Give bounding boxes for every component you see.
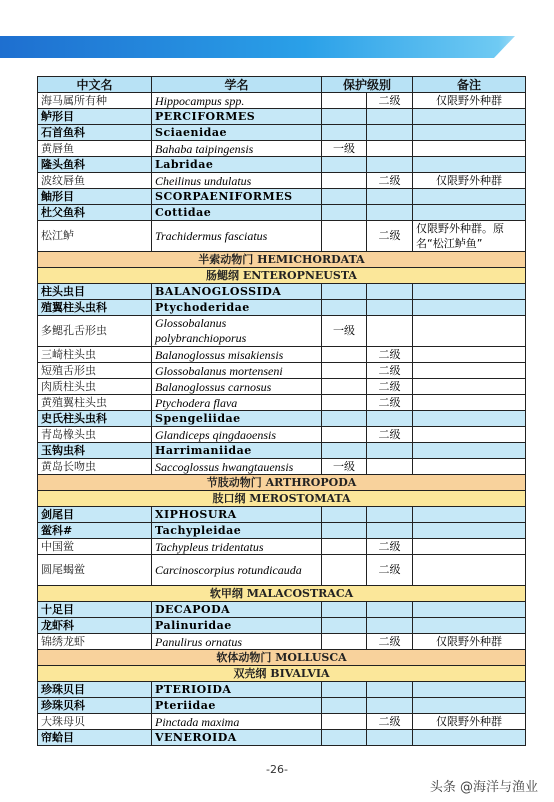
scientific-name-cell: Balanoglossus carnosus: [152, 379, 322, 395]
level-two-cell: [367, 141, 413, 157]
chinese-name-cell: 珍珠贝科: [38, 698, 152, 714]
level-two-cell: 二级: [367, 173, 413, 189]
scientific-name-cell: Saccoglossus hwangtauensis: [152, 459, 322, 475]
note-cell: 仅限野外种群: [413, 173, 526, 189]
level-two-cell: 二级: [367, 714, 413, 730]
class-heading-row: [38, 586, 526, 602]
scientific-name-cell: Glossobalanus polybranchioporus: [152, 316, 322, 347]
chinese-name-cell: 多鳃孔舌形虫: [38, 316, 152, 347]
phylum-heading-row: [38, 475, 526, 491]
scientific-name-cell: PERCIFORMES: [152, 109, 322, 125]
class-heading: 肢口纲 MEROSTOMATA: [38, 491, 526, 507]
scientific-name-cell: Balanoglossus misakiensis: [152, 347, 322, 363]
level-one-cell: [322, 205, 367, 221]
note-cell: [413, 618, 526, 634]
phylum-heading-row: [38, 650, 526, 666]
scientific-name-cell: Palinuridae: [152, 618, 322, 634]
species-row: [38, 459, 526, 475]
level-two-cell: 二级: [367, 93, 413, 109]
level-one-cell: [322, 730, 367, 746]
chinese-name-cell: 黄岛长吻虫: [38, 459, 152, 475]
level-one-cell: [322, 125, 367, 141]
species-row: [38, 173, 526, 189]
chinese-name-cell: 中国鲎: [38, 539, 152, 555]
scientific-name-cell: PTERIOIDA: [152, 682, 322, 698]
class-heading-row: [38, 268, 526, 284]
chinese-name-cell: 黄殖翼柱头虫: [38, 395, 152, 411]
family-row: [38, 443, 526, 459]
chinese-name-cell: 大珠母贝: [38, 714, 152, 730]
scientific-name-cell: Pteriidae: [152, 698, 322, 714]
chinese-name-cell: 海马属所有种: [38, 93, 152, 109]
header-protection-level: 保护级别: [322, 77, 413, 93]
level-one-cell: [322, 443, 367, 459]
phylum-heading: 节肢动物门 ARTHROPODA: [38, 475, 526, 491]
chinese-name-cell: 鲉形目: [38, 189, 152, 205]
order-row: [38, 189, 526, 205]
level-one-cell: [322, 714, 367, 730]
note-cell: 仅限野外种群: [413, 634, 526, 650]
note-cell: [413, 189, 526, 205]
chinese-name-cell: 圆尾蝎鲎: [38, 555, 152, 586]
chinese-name-cell: 波纹唇鱼: [38, 173, 152, 189]
level-one-cell: [322, 363, 367, 379]
scientific-name-cell: XIPHOSURA: [152, 507, 322, 523]
species-row: [38, 379, 526, 395]
banner-stripe: [0, 36, 554, 58]
species-row: [38, 634, 526, 650]
scientific-name-cell: Tachypleus tridentatus: [152, 539, 322, 555]
order-row: [38, 507, 526, 523]
level-two-cell: [367, 316, 413, 347]
note-cell: 仅限野外种群: [413, 714, 526, 730]
level-one-cell: [322, 682, 367, 698]
note-cell: [413, 539, 526, 555]
level-two-cell: [367, 125, 413, 141]
chinese-name-cell: 隆头鱼科: [38, 157, 152, 173]
chinese-name-cell: 柱头虫目: [38, 284, 152, 300]
level-two-cell: [367, 284, 413, 300]
scientific-name-cell: SCORPAENIFORMES: [152, 189, 322, 205]
level-one-cell: [322, 109, 367, 125]
level-one-cell: [322, 189, 367, 205]
note-cell: [413, 316, 526, 347]
scientific-name-cell: Sciaenidae: [152, 125, 322, 141]
scientific-name-cell: Ptychodera flava: [152, 395, 322, 411]
level-two-cell: [367, 109, 413, 125]
family-row: [38, 300, 526, 316]
note-cell: [413, 109, 526, 125]
level-one-cell: [322, 157, 367, 173]
chinese-name-cell: 短殖舌形虫: [38, 363, 152, 379]
level-one-cell: 一级: [322, 316, 367, 347]
level-one-cell: [322, 634, 367, 650]
note-cell: [413, 730, 526, 746]
note-cell: [413, 363, 526, 379]
family-row: [38, 523, 526, 539]
phylum-heading-row: [38, 252, 526, 268]
species-row: [38, 141, 526, 157]
species-row: [38, 363, 526, 379]
note-cell: [413, 347, 526, 363]
scientific-name-cell: Glossobalanus mortenseni: [152, 363, 322, 379]
header-banner: [0, 36, 554, 58]
level-two-cell: [367, 443, 413, 459]
level-one-cell: [322, 300, 367, 316]
note-cell: [413, 443, 526, 459]
level-two-cell: [367, 189, 413, 205]
level-two-cell: [367, 300, 413, 316]
level-two-cell: 二级: [367, 539, 413, 555]
scientific-name-cell: Glandiceps qingdaoensis: [152, 427, 322, 443]
species-row: [38, 395, 526, 411]
phylum-heading: 半索动物门 HEMICHORDATA: [38, 252, 526, 268]
level-one-cell: [322, 284, 367, 300]
level-two-cell: [367, 157, 413, 173]
class-heading: 双壳纲 BIVALVIA: [38, 666, 526, 682]
scientific-name-cell: DECAPODA: [152, 602, 322, 618]
note-cell: [413, 555, 526, 586]
species-row: [38, 347, 526, 363]
note-cell: [413, 141, 526, 157]
level-two-cell: 二级: [367, 634, 413, 650]
scientific-name-cell: VENEROIDA: [152, 730, 322, 746]
level-one-cell: [322, 221, 367, 252]
chinese-name-cell: 杜父鱼科: [38, 205, 152, 221]
level-two-cell: 二级: [367, 555, 413, 586]
note-cell: [413, 507, 526, 523]
note-cell: [413, 284, 526, 300]
note-cell: [413, 205, 526, 221]
order-row: [38, 682, 526, 698]
note-cell: [413, 411, 526, 427]
chinese-name-cell: 青岛橡头虫: [38, 427, 152, 443]
scientific-name-cell: Pinctada maxima: [152, 714, 322, 730]
species-table: [37, 76, 526, 746]
family-row: [38, 157, 526, 173]
order-row: [38, 109, 526, 125]
note-cell: [413, 300, 526, 316]
level-two-cell: [367, 205, 413, 221]
chinese-name-cell: 鲎科#: [38, 523, 152, 539]
header-notes: 备注: [413, 77, 526, 93]
species-row: [38, 555, 526, 586]
level-two-cell: 二级: [367, 379, 413, 395]
note-cell: [413, 379, 526, 395]
level-two-cell: [367, 698, 413, 714]
level-two-cell: [367, 411, 413, 427]
scientific-name-cell: Tachypleidae: [152, 523, 322, 539]
level-two-cell: [367, 459, 413, 475]
chinese-name-cell: 珍珠贝目: [38, 682, 152, 698]
level-two-cell: 二级: [367, 221, 413, 252]
chinese-name-cell: 龙虾科: [38, 618, 152, 634]
level-one-cell: [322, 507, 367, 523]
page-number: -26-: [266, 763, 288, 776]
level-two-cell: [367, 682, 413, 698]
family-row: [38, 411, 526, 427]
level-two-cell: [367, 507, 413, 523]
chinese-name-cell: 史氏柱头虫科: [38, 411, 152, 427]
class-heading-row: [38, 666, 526, 682]
chinese-name-cell: 松江鲈: [38, 221, 152, 252]
level-one-cell: [322, 411, 367, 427]
class-heading-row: [38, 491, 526, 507]
note-cell: [413, 523, 526, 539]
scientific-name-cell: Ptychoderidae: [152, 300, 322, 316]
level-one-cell: [322, 539, 367, 555]
level-one-cell: [322, 379, 367, 395]
note-cell: [413, 602, 526, 618]
source-watermark: 头条 @海洋与渔业: [429, 780, 538, 795]
chinese-name-cell: 帘蛤目: [38, 730, 152, 746]
chinese-name-cell: 玉钩虫科: [38, 443, 152, 459]
scientific-name-cell: Cottidae: [152, 205, 322, 221]
order-row: [38, 602, 526, 618]
level-two-cell: [367, 618, 413, 634]
species-row: [38, 221, 526, 252]
level-one-cell: 一级: [322, 141, 367, 157]
scientific-name-cell: Harrimaniidae: [152, 443, 322, 459]
level-two-cell: 二级: [367, 395, 413, 411]
level-two-cell: 二级: [367, 427, 413, 443]
level-one-cell: [322, 555, 367, 586]
scientific-name-cell: Hippocampus spp.: [152, 93, 322, 109]
level-one-cell: [322, 602, 367, 618]
note-cell: [413, 125, 526, 141]
scientific-name-cell: Trachidermus fasciatus: [152, 221, 322, 252]
note-cell: [413, 682, 526, 698]
header-scientific-name: 学名: [152, 77, 322, 93]
chinese-name-cell: 石首鱼科: [38, 125, 152, 141]
table-body: [38, 93, 526, 746]
level-two-cell: [367, 602, 413, 618]
species-row: [38, 714, 526, 730]
family-row: [38, 125, 526, 141]
chinese-name-cell: 剑尾目: [38, 507, 152, 523]
class-heading: 肠鳃纲 ENTEROPNEUSTA: [38, 268, 526, 284]
species-row: [38, 539, 526, 555]
level-two-cell: [367, 523, 413, 539]
note-cell: [413, 698, 526, 714]
chinese-name-cell: 三崎柱头虫: [38, 347, 152, 363]
level-one-cell: [322, 618, 367, 634]
note-cell: 仅限野外种群。原名“松江鲈鱼”: [413, 221, 526, 252]
note-cell: [413, 459, 526, 475]
phylum-heading: 软体动物门 MOLLUSCA: [38, 650, 526, 666]
level-one-cell: [322, 93, 367, 109]
header-chinese-name: 中文名: [38, 77, 152, 93]
chinese-name-cell: 肉质柱头虫: [38, 379, 152, 395]
chinese-name-cell: 鲈形目: [38, 109, 152, 125]
note-cell: [413, 427, 526, 443]
level-one-cell: [322, 427, 367, 443]
note-cell: [413, 157, 526, 173]
chinese-name-cell: 锦绣龙虾: [38, 634, 152, 650]
level-one-cell: [322, 523, 367, 539]
note-cell: [413, 395, 526, 411]
species-row: [38, 427, 526, 443]
family-row: [38, 205, 526, 221]
family-row: [38, 618, 526, 634]
level-two-cell: [367, 730, 413, 746]
scientific-name-cell: BALANOGLOSSIDA: [152, 284, 322, 300]
level-two-cell: 二级: [367, 347, 413, 363]
level-one-cell: [322, 698, 367, 714]
scientific-name-cell: Panulirus ornatus: [152, 634, 322, 650]
scientific-name-cell: Cheilinus undulatus: [152, 173, 322, 189]
scientific-name-cell: Labridae: [152, 157, 322, 173]
scientific-name-cell: Carcinoscorpius rotundicauda: [152, 555, 322, 586]
chinese-name-cell: 十足目: [38, 602, 152, 618]
order-row: [38, 730, 526, 746]
class-heading: 软甲纲 MALACOSTRACA: [38, 586, 526, 602]
note-cell: 仅限野外种群: [413, 93, 526, 109]
table-header-row: [38, 77, 526, 93]
chinese-name-cell: 黄唇鱼: [38, 141, 152, 157]
species-row: [38, 93, 526, 109]
level-two-cell: 二级: [367, 363, 413, 379]
chinese-name-cell: 殖翼柱头虫科: [38, 300, 152, 316]
level-one-cell: 一级: [322, 459, 367, 475]
order-row: [38, 284, 526, 300]
scientific-name-cell: Bahaba taipingensis: [152, 141, 322, 157]
family-row: [38, 698, 526, 714]
scientific-name-cell: Spengeliidae: [152, 411, 322, 427]
species-row: [38, 316, 526, 347]
level-one-cell: [322, 395, 367, 411]
level-one-cell: [322, 173, 367, 189]
level-one-cell: [322, 347, 367, 363]
